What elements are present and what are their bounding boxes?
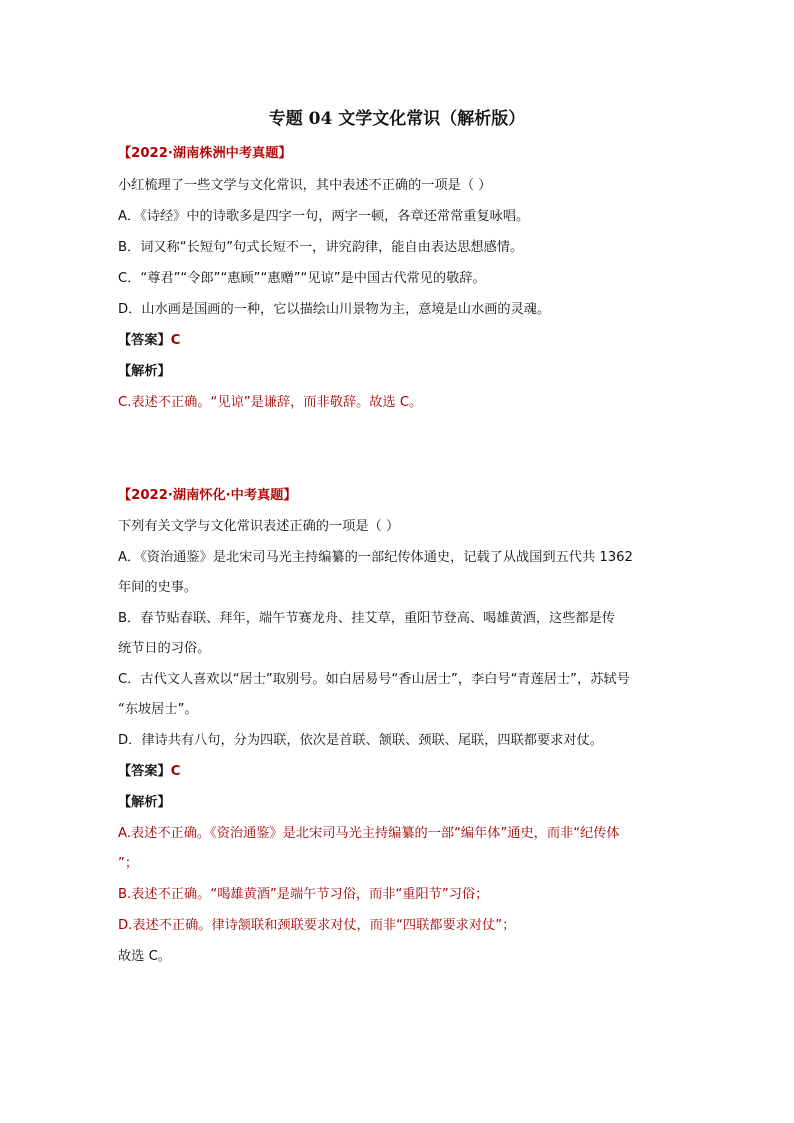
option-d-line-1: D．律诗共有八句，分为四联，依次是首联、颔联、颈联、尾联，四联都要求对仗。 <box>118 733 603 748</box>
option-c: C．“尊君”“令郎”“惠顾”“惠赠”“见谅”是中国古代常见的敬辞。 <box>118 271 486 286</box>
option-c-line-1: C．古代文人喜欢以“居士”取别号。如白居易号“香山居士”，李白号“青莲居士”，苏轼号 <box>118 672 630 687</box>
question-source: 【2022·湖南株洲中考真题】 <box>118 146 292 161</box>
option-c <box>118 670 678 720</box>
analysis-line-a: A.表述不正确。《资治通鉴》是北宋司马光主持编纂的一部“编年体”通史，而非“纪传体 <box>118 826 620 841</box>
page-title: 专题 04 文学文化常识（解析版） <box>268 109 526 129</box>
analysis-line-b: B.表述不正确。“喝雄黄酒”是端午节习俗，而非“重阳节”习俗； <box>118 887 489 902</box>
question-1 <box>118 144 678 413</box>
conclusion: 故选 C。 <box>118 949 171 964</box>
analysis-line-a-cont: ”； <box>118 856 139 871</box>
answer-value: C <box>170 333 181 348</box>
analysis-label: 【解析】 <box>118 364 171 379</box>
analysis-line: C.表述不正确。“见谅”是谦辞，而非敬辞。故选 C。 <box>118 395 423 410</box>
option-b <box>118 609 678 659</box>
option-a <box>118 548 678 598</box>
option-d: D．山水画是国画的一种，它以描绘山川景物为主，意境是山水画的灵魂。 <box>118 302 551 317</box>
analysis-label: 【解析】 <box>118 795 171 810</box>
option-a: A．《诗经》中的诗歌多是四字一句，两字一顿，各章还常常重复咏唱。 <box>118 209 530 224</box>
question-2 <box>118 486 678 967</box>
option-a-line-2: 年间的史事。 <box>118 580 198 595</box>
analysis-line-d: D.表述不正确。律诗颔联和颈联要求对仗，而非“四联都要求对仗”； <box>118 918 516 933</box>
option-a-line-1: A．《资治通鉴》是北宋司马光主持编纂的一部纪传体通史，记载了从战国到五代共 1362 <box>118 550 633 565</box>
question-source: 【2022·湖南怀化·中考真题】 <box>118 488 297 503</box>
question-stem: 小红梳理了一些文学与文化常识，其中表述不正确的一项是（ ） <box>118 178 492 193</box>
answer-value: C <box>170 764 181 779</box>
option-b-line-1: B．春节贴春联、拜年，端午节赛龙舟、挂艾草，重阳节登高、喝雄黄酒，这些都是传 <box>118 611 615 626</box>
answer-label: 【答案】 <box>118 333 171 348</box>
option-b-line-2: 统节日的习俗。 <box>118 641 211 656</box>
option-c-line-2: “东坡居士”。 <box>118 702 198 717</box>
option-d <box>118 731 678 751</box>
option-b: B．词又称“长短句”句式长短不一，讲究韵律，能自由表达思想感情。 <box>118 240 524 255</box>
answer-row <box>118 331 678 351</box>
answer-row <box>118 762 678 782</box>
answer-label: 【答案】 <box>118 764 171 779</box>
question-stem: 下列有关文学与文化常识表述正确的一项是（ ） <box>118 519 400 534</box>
